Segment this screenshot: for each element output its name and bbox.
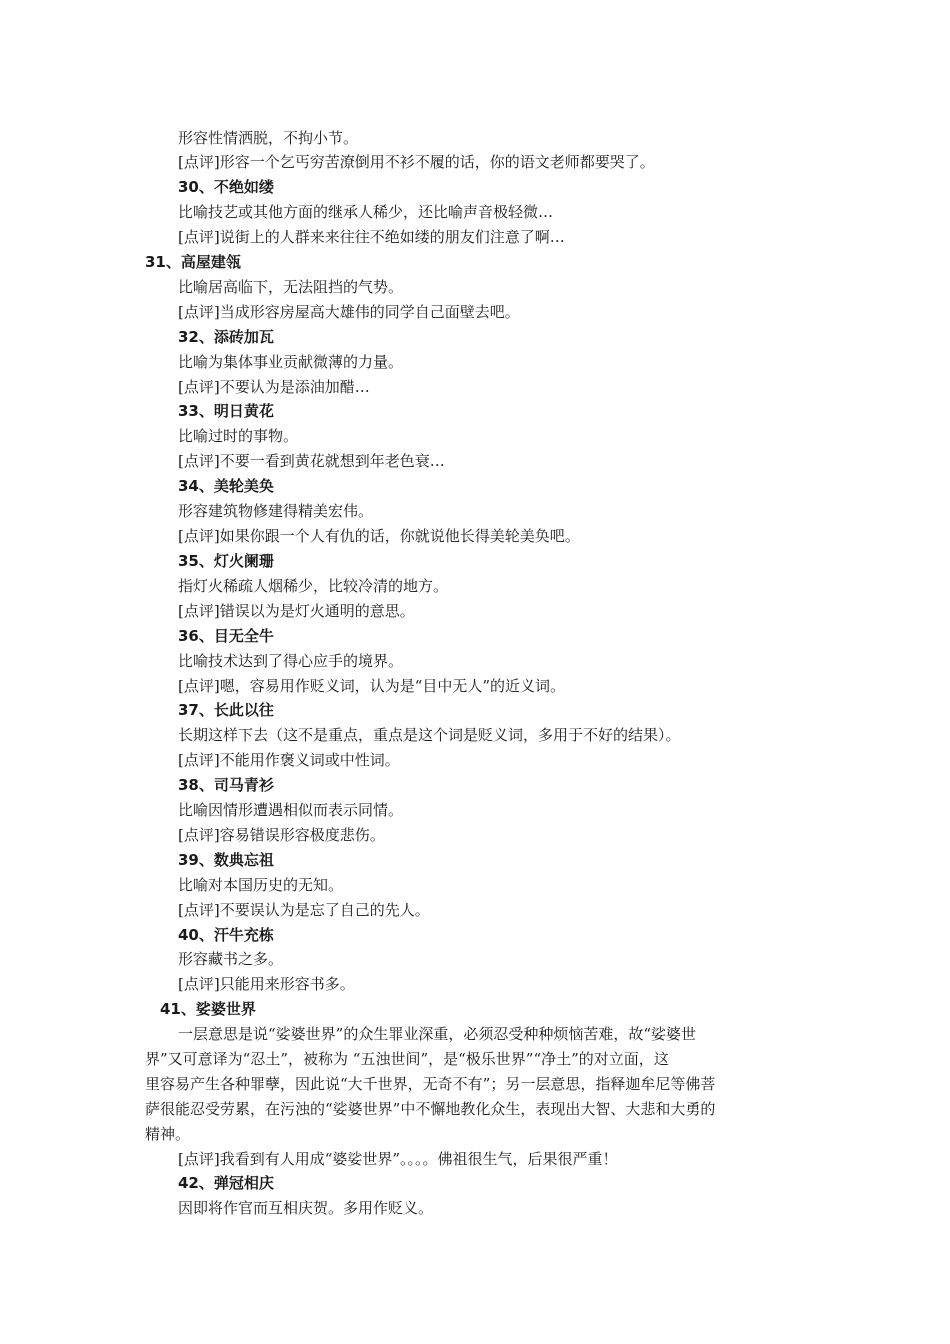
comment-text: [点评]容易错误形容极度悲伤。 xyxy=(178,826,385,844)
definition-text: 比喻因情形遭遇相似而表示同情。 xyxy=(178,801,404,819)
idiom-heading: 36、目无全牛 xyxy=(178,627,274,645)
idiom-heading: 39、数典忘祖 xyxy=(178,851,274,869)
comment-text: [点评]我看到有人用成“婆娑世界”。。。。佛祖很生气，后果很严重！ xyxy=(178,1150,618,1168)
idiom-heading: 40、汗牛充栋 xyxy=(178,926,274,944)
comment-text: [点评]嗯，容易用作贬义词，认为是“目中无人”的近义词。 xyxy=(178,677,566,695)
definition-text: 形容建筑物修建得精美宏伟。 xyxy=(178,502,374,520)
idiom-heading: 34、美轮美奂 xyxy=(178,477,274,495)
idiom-heading: 32、添砖加瓦 xyxy=(178,328,274,346)
idiom-heading: 35、灯火阑珊 xyxy=(178,552,274,570)
definition-text: 比喻过时的事物。 xyxy=(178,427,299,445)
paragraph-line: 界”又可意译为“忍土”，被称为 “五浊世间”，是“极乐世界”“净土”的对立面，这 xyxy=(145,1050,669,1068)
comment-text: [点评]不要一看到黄花就想到年老色衰… xyxy=(178,452,445,470)
definition-text: 形容藏书之多。 xyxy=(178,950,284,968)
idiom-heading: 33、明日黄花 xyxy=(178,402,274,420)
definition-text: 比喻居高临下，无法阻挡的气势。 xyxy=(178,278,404,296)
idiom-heading: 38、司马青衫 xyxy=(178,776,274,794)
idiom-heading: 37、长此以往 xyxy=(178,701,274,719)
idiom-heading: 31、高屋建瓴 xyxy=(145,253,241,271)
comment-text: [点评]如果你跟一个人有仇的话，你就说他长得美轮美奂吧。 xyxy=(178,527,580,545)
definition-text: 比喻技艺或其他方面的继承人稀少，还比喻声音极轻微… xyxy=(178,203,554,221)
comment-text: [点评]不要认为是添油加醋… xyxy=(178,378,370,396)
idiom-heading: 41、娑婆世界 xyxy=(160,1000,256,1018)
comment-text: [点评]不能用作褒义词或中性词。 xyxy=(178,751,400,769)
comment-text: [点评]错误以为是灯火通明的意思。 xyxy=(178,602,415,620)
comment-text: [点评]只能用来形容书多。 xyxy=(178,975,355,993)
definition-text: 长期这样下去（这不是重点，重点是这个词是贬义词，多用于不好的结果）。 xyxy=(178,726,681,744)
paragraph-line: 萨很能忍受劳累，在污浊的“娑婆世界”中不懈地教化众生，表现出大智、大悲和大勇的 xyxy=(145,1100,716,1118)
comment-text: [点评]形容一个乞丐穷苦潦倒用不衫不履的话，你的语文老师都要哭了。 xyxy=(178,153,655,171)
idiom-heading: 30、不绝如缕 xyxy=(178,178,274,196)
definition-text: 指灯火稀疏人烟稀少，比较冷清的地方。 xyxy=(178,577,449,595)
paragraph-line: 里容易产生各种罪孽，因此说“大千世界，无奇不有”；另一层意思，指释迦牟尼等佛菩 xyxy=(145,1075,716,1093)
comment-text: [点评]当成形容房屋高大雄伟的同学自己面壁去吧。 xyxy=(178,303,520,321)
definition-text: 因即将作官而互相庆贺。多用作贬义。 xyxy=(178,1199,434,1217)
comment-text: [点评]说街上的人群来来往往不绝如缕的朋友们注意了啊… xyxy=(178,228,565,246)
definition-text: 形容性情洒脱，不拘小节。 xyxy=(178,129,359,147)
definition-text: 比喻为集体事业贡献微薄的力量。 xyxy=(178,353,404,371)
paragraph-line: 一层意思是说“娑婆世界”的众生罪业深重，必须忍受种种烦恼苦难，故“娑婆世 xyxy=(178,1025,697,1043)
definition-text: 比喻技术达到了得心应手的境界。 xyxy=(178,652,404,670)
definition-text: 比喻对本国历史的无知。 xyxy=(178,876,344,894)
idiom-heading: 42、弹冠相庆 xyxy=(178,1174,274,1192)
comment-text: [点评]不要误认为是忘了自己的先人。 xyxy=(178,901,430,919)
paragraph-line: 精神。 xyxy=(145,1125,191,1143)
